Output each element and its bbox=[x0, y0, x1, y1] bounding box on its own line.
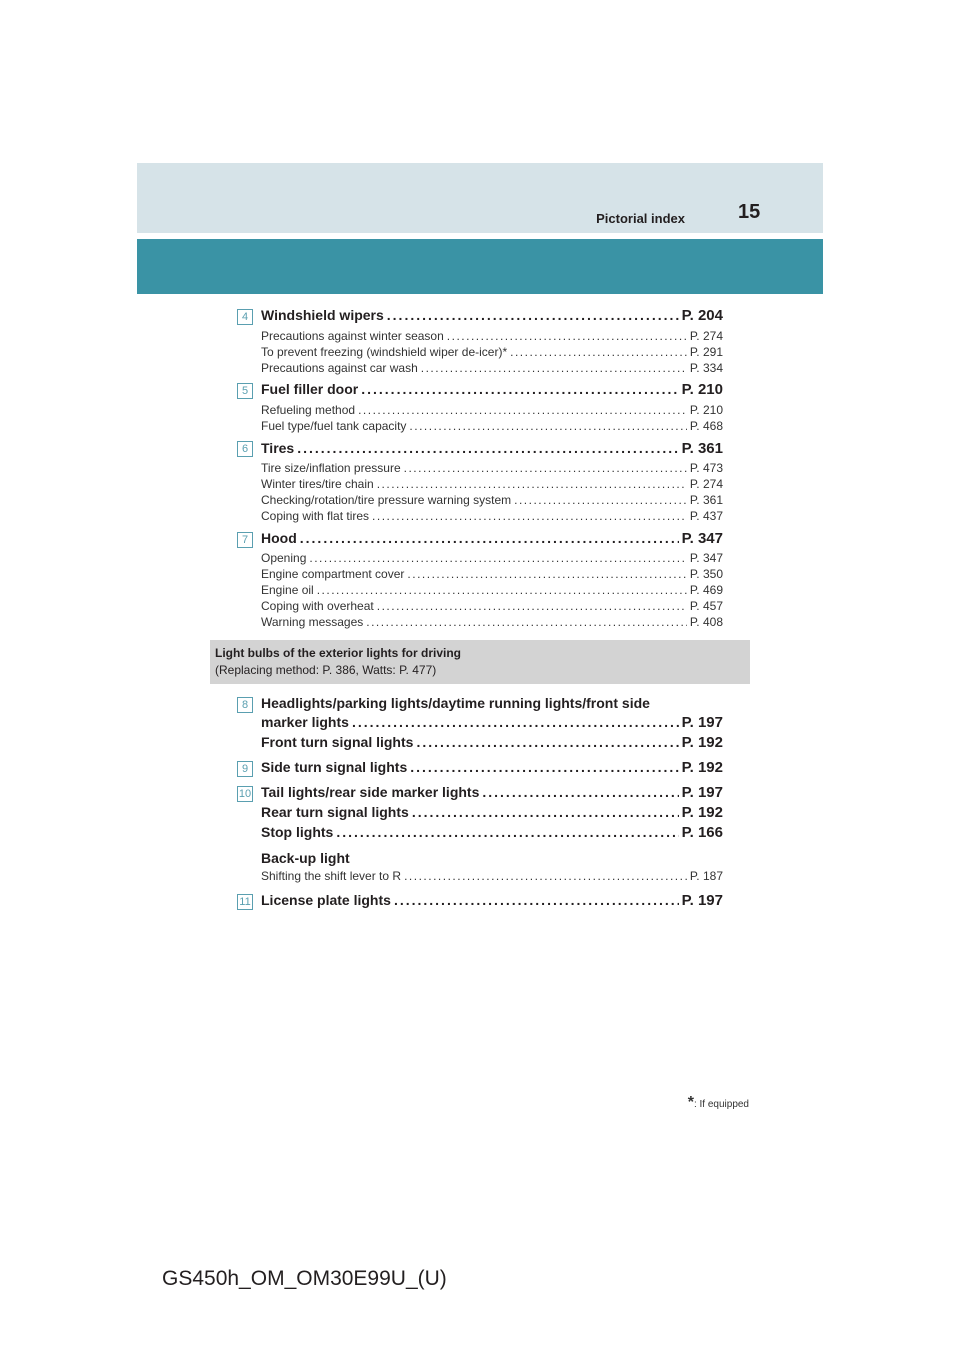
sub-entry bbox=[261, 615, 723, 629]
sub-entry bbox=[261, 493, 723, 507]
index-entry bbox=[261, 440, 723, 457]
sub-label: To prevent freezing (windshield wiper de-icer)* bbox=[261, 345, 508, 359]
sub-page: P. 361 bbox=[689, 493, 723, 507]
index-entry bbox=[261, 734, 723, 751]
entry-label: Hood bbox=[261, 530, 297, 546]
entry-label: Back-up light bbox=[261, 850, 350, 866]
sub-label: Coping with flat tires bbox=[261, 509, 370, 523]
sub-entry bbox=[261, 461, 723, 475]
sub-page: P. 473 bbox=[689, 461, 723, 475]
asterisk: * bbox=[687, 1094, 694, 1111]
sub-entry bbox=[261, 583, 723, 597]
header-band bbox=[137, 163, 823, 233]
sub-label: Warning messages bbox=[261, 615, 364, 629]
sub-entry bbox=[261, 509, 723, 523]
item-number-badge: 6 bbox=[237, 441, 253, 457]
index-entry bbox=[261, 804, 723, 821]
entry-label: Tail lights/rear side marker lights bbox=[261, 784, 480, 800]
item-number-badge: 8 bbox=[237, 697, 253, 713]
index-entry bbox=[261, 759, 723, 776]
sub-entry bbox=[261, 419, 723, 433]
index-entry bbox=[261, 824, 723, 841]
item-number-badge: 11 bbox=[237, 894, 253, 910]
sub-entry bbox=[261, 551, 723, 565]
index-entry bbox=[261, 307, 723, 324]
sub-label: Engine compartment cover bbox=[261, 567, 405, 581]
sub-entry bbox=[261, 361, 723, 375]
item-number-badge: 10 bbox=[238, 788, 252, 800]
entry-page: P. 197 bbox=[681, 892, 723, 909]
entry-label: Rear turn signal lights bbox=[261, 804, 409, 820]
sub-page: P. 457 bbox=[689, 599, 723, 613]
sub-page: P. 210 bbox=[689, 403, 723, 417]
footnote bbox=[688, 1094, 749, 1112]
index-entry bbox=[261, 714, 723, 731]
sub-page: P. 274 bbox=[689, 329, 723, 343]
entry-page: P. 197 bbox=[681, 714, 723, 731]
sub-entry bbox=[261, 599, 723, 613]
sub-page: P. 334 bbox=[689, 361, 723, 375]
footnote-text: : If equipped bbox=[693, 1099, 749, 1110]
sub-label: Shifting the shift lever to R bbox=[261, 869, 402, 883]
sub-page: P. 468 bbox=[689, 419, 723, 433]
section-banner bbox=[137, 239, 823, 294]
sub-page: P. 291 bbox=[689, 345, 723, 359]
item-number-badge: 5 bbox=[237, 383, 253, 399]
sub-label: Opening bbox=[261, 551, 307, 565]
entry-label: Stop lights bbox=[261, 824, 334, 840]
entry-label: Front turn signal lights bbox=[261, 734, 414, 750]
entry-page: P. 166 bbox=[681, 824, 723, 841]
page-number: 15 bbox=[738, 201, 761, 223]
sub-page: P. 347 bbox=[689, 551, 723, 565]
entry-label: License plate lights bbox=[261, 892, 391, 908]
sub-page: P. 437 bbox=[689, 509, 723, 523]
sub-page: P. 469 bbox=[689, 583, 723, 597]
sub-label: Coping with overheat bbox=[261, 599, 374, 613]
entry-page: P. 192 bbox=[681, 804, 723, 821]
entry-label: Fuel filler door bbox=[261, 381, 359, 397]
sub-label: Winter tires/tire chain bbox=[261, 477, 374, 491]
entry-page: P. 197 bbox=[681, 784, 723, 801]
entry-page: P. 192 bbox=[681, 759, 723, 776]
sub-page: P. 350 bbox=[689, 567, 723, 581]
index-entry bbox=[261, 381, 723, 398]
entry-page: P. 210 bbox=[681, 381, 723, 398]
entry-label: Side turn signal lights bbox=[261, 759, 408, 775]
sub-entry bbox=[261, 345, 723, 359]
index-entry bbox=[261, 784, 723, 801]
sub-entry bbox=[261, 329, 723, 343]
sub-entry bbox=[261, 403, 723, 417]
index-entry bbox=[261, 530, 723, 547]
index-entry bbox=[261, 892, 723, 909]
sub-page: P. 187 bbox=[689, 869, 723, 883]
light-bulbs-title: Light bulbs of the exterior lights for driving bbox=[215, 646, 461, 660]
sub-label: Fuel type/fuel tank capacity bbox=[261, 419, 407, 433]
item-number-badge: 9 bbox=[237, 761, 253, 777]
sub-label: Precautions against winter season bbox=[261, 329, 444, 343]
entry-label: Tires bbox=[261, 440, 295, 456]
item-number-badge: 7 bbox=[237, 532, 253, 548]
sub-label: Precautions against car wash bbox=[261, 361, 418, 375]
entry-page: P. 192 bbox=[681, 734, 723, 751]
page-title: Pictorial index bbox=[596, 211, 685, 226]
entry-label: Windshield wipers bbox=[261, 307, 384, 323]
entry-page: P. 204 bbox=[681, 307, 723, 324]
sub-entry bbox=[261, 869, 723, 883]
item-number-badge: 4 bbox=[237, 309, 253, 325]
entry-page: P. 361 bbox=[681, 440, 723, 457]
document-code: GS450h_OM_OM30E99U_(U) bbox=[162, 1267, 447, 1290]
entry-label: marker lights bbox=[261, 714, 349, 730]
sub-label: Refueling method bbox=[261, 403, 356, 417]
light-bulbs-subtitle: (Replacing method: P. 386, Watts: P. 477) bbox=[215, 663, 437, 677]
sub-page: P. 408 bbox=[689, 615, 723, 629]
entry-page: P. 347 bbox=[681, 530, 723, 547]
sub-entry bbox=[261, 477, 723, 491]
sub-label: Engine oil bbox=[261, 583, 314, 597]
sub-entry bbox=[261, 567, 723, 581]
sub-label: Checking/rotation/tire pressure warning system bbox=[261, 493, 512, 507]
sub-label: Tire size/inflation pressure bbox=[261, 461, 401, 475]
sub-page: P. 274 bbox=[689, 477, 723, 491]
entry-label: Headlights/parking lights/daytime running lights/front side bbox=[261, 695, 650, 711]
light-bulbs-box bbox=[210, 640, 750, 684]
